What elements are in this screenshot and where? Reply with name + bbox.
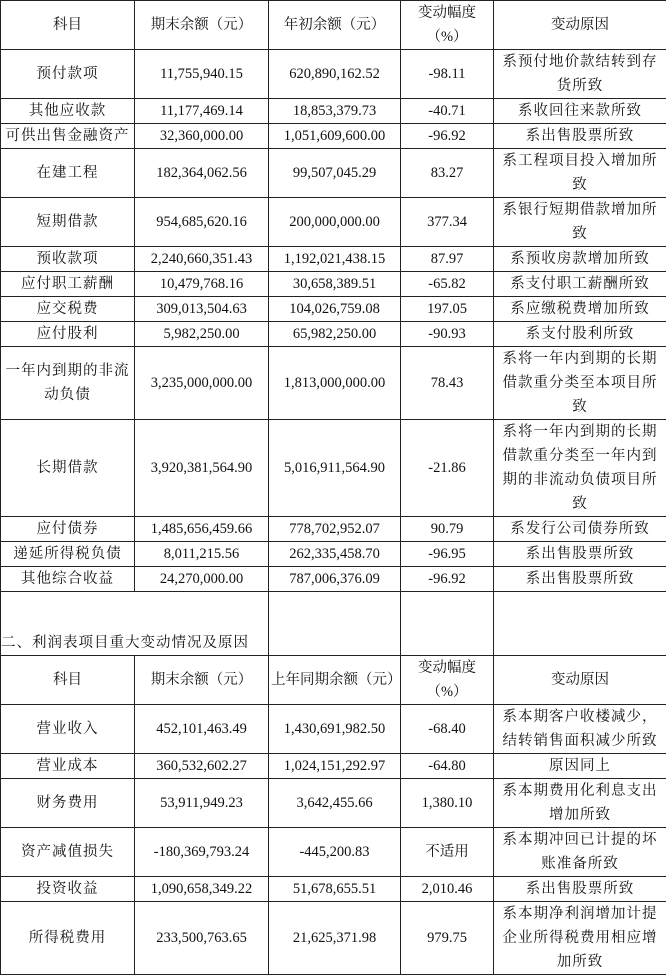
begin-balance: 30,658,389.51: [269, 272, 401, 297]
end-balance: 1,485,656,459.66: [135, 517, 269, 542]
end-balance: 182,364,062.56: [135, 149, 269, 198]
change-reason: 系银行短期借款增加所致: [494, 198, 666, 247]
section-row: [1, 592, 666, 656]
change-reason: 系支付职工薪酬所致: [494, 272, 666, 297]
begin-balance: 1,430,691,982.50: [269, 705, 401, 754]
change-reason: 系发行公司债券所致: [494, 517, 666, 542]
table-row: [1, 50, 666, 99]
item-name: 短期借款: [1, 198, 135, 247]
item-name: 其他应收款: [1, 99, 135, 124]
table-row: [1, 198, 666, 247]
table-row: [1, 420, 666, 517]
begin-balance: 5,016,911,564.90: [269, 420, 401, 517]
end-balance: 1,090,658,349.22: [135, 877, 269, 902]
end-balance: 309,013,504.63: [135, 297, 269, 322]
begin-balance: 1,051,609,600.00: [269, 124, 401, 149]
header-row: [1, 656, 666, 705]
item-name: 长期借款: [1, 420, 135, 517]
end-balance: 233,500,763.65: [135, 902, 269, 975]
item-name: 应交税费: [1, 297, 135, 322]
item-name: 应付债券: [1, 517, 135, 542]
begin-balance: 99,507,045.29: [269, 149, 401, 198]
empty-cell: [494, 592, 666, 656]
item-name: 营业成本: [1, 754, 135, 779]
change-reason: 系将一年内到期的长期借款重分类至本项目所致: [494, 347, 666, 420]
column-header: 变动原因: [494, 656, 666, 705]
table-row: [1, 272, 666, 297]
item-name: 营业收入: [1, 705, 135, 754]
change-reason: 系工程项目投入增加所致: [494, 149, 666, 198]
table-row: [1, 902, 666, 975]
column-header: 上年同期余额（元）: [269, 656, 401, 705]
begin-balance: 104,026,759.08: [269, 297, 401, 322]
column-header: 变动原因: [494, 1, 666, 50]
section-title: 二、利润表项目重大变动情况及原因: [1, 592, 269, 656]
end-balance: 2,240,660,351.43: [135, 247, 269, 272]
item-name: 递延所得税负债: [1, 542, 135, 567]
table-row: [1, 297, 666, 322]
change-reason: 系预收房款增加所致: [494, 247, 666, 272]
table-row: [1, 149, 666, 198]
change-reason: 系出售股票所致: [494, 877, 666, 902]
begin-balance: -445,200.83: [269, 828, 401, 877]
table-row: [1, 705, 666, 754]
end-balance: 10,479,768.16: [135, 272, 269, 297]
change-percent: -21.86: [401, 420, 494, 517]
begin-balance: 262,335,458.70: [269, 542, 401, 567]
change-reason: 原因同上: [494, 754, 666, 779]
table-row: [1, 779, 666, 828]
begin-balance: 200,000,000.00: [269, 198, 401, 247]
end-balance: 11,755,940.15: [135, 50, 269, 99]
table-row: [1, 347, 666, 420]
end-balance: 8,011,215.56: [135, 542, 269, 567]
end-balance: 3,235,000,000.00: [135, 347, 269, 420]
table-row: [1, 322, 666, 347]
begin-balance: 65,982,250.00: [269, 322, 401, 347]
end-balance: 452,101,463.49: [135, 705, 269, 754]
column-header: 期末余额（元）: [135, 656, 269, 705]
item-name: 应付股利: [1, 322, 135, 347]
change-reason: 系应缴税费增加所致: [494, 297, 666, 322]
column-header: 期末余额（元）: [135, 1, 269, 50]
change-percent: 979.75: [401, 902, 494, 975]
begin-balance: 787,006,376.09: [269, 567, 401, 592]
change-reason: 系支付股利所致: [494, 322, 666, 347]
item-name: 资产减值损失: [1, 828, 135, 877]
column-header: 年初余额（元）: [269, 1, 401, 50]
begin-balance: 620,890,162.52: [269, 50, 401, 99]
change-percent: -98.11: [401, 50, 494, 99]
end-balance: 24,270,000.00: [135, 567, 269, 592]
begin-balance: 3,642,455.66: [269, 779, 401, 828]
item-name: 预付款项: [1, 50, 135, 99]
change-percent: 1,380.10: [401, 779, 494, 828]
item-name: 投资收益: [1, 877, 135, 902]
change-reason: 系本期客户收楼减少，结转销售面积减少所致: [494, 705, 666, 754]
change-percent: -96.92: [401, 567, 494, 592]
change-percent: -96.92: [401, 124, 494, 149]
change-percent: -96.95: [401, 542, 494, 567]
change-percent: -68.40: [401, 705, 494, 754]
begin-balance: 21,625,371.98: [269, 902, 401, 975]
item-name: 其他综合收益: [1, 567, 135, 592]
table-row: [1, 247, 666, 272]
column-header: 变动幅度（%）: [401, 1, 494, 50]
change-percent: 78.43: [401, 347, 494, 420]
change-percent: 197.05: [401, 297, 494, 322]
column-header: 变动幅度（%）: [401, 656, 494, 705]
end-balance: -180,369,793.24: [135, 828, 269, 877]
begin-balance: 1,024,151,292.97: [269, 754, 401, 779]
change-reason: 系预付地价款结转到存货所致: [494, 50, 666, 99]
table-row: [1, 542, 666, 567]
change-percent: 83.27: [401, 149, 494, 198]
change-reason: 系本期冲回已计提的坏账准备所致: [494, 828, 666, 877]
table-row: [1, 877, 666, 902]
item-name: 所得税费用: [1, 902, 135, 975]
change-reason: 系本期费用化利息支出增加所致: [494, 779, 666, 828]
change-percent: -90.93: [401, 322, 494, 347]
begin-balance: 51,678,655.51: [269, 877, 401, 902]
empty-cell: [401, 592, 494, 656]
change-percent: 90.79: [401, 517, 494, 542]
end-balance: 3,920,381,564.90: [135, 420, 269, 517]
end-balance: 954,685,620.16: [135, 198, 269, 247]
change-percent: -64.80: [401, 754, 494, 779]
table-row: [1, 567, 666, 592]
change-percent: 2,010.46: [401, 877, 494, 902]
table-row: [1, 124, 666, 149]
table-row: [1, 99, 666, 124]
begin-balance: 1,192,021,438.15: [269, 247, 401, 272]
change-percent: 87.97: [401, 247, 494, 272]
change-reason: 系出售股票所致: [494, 124, 666, 149]
change-percent: 377.34: [401, 198, 494, 247]
item-name: 财务费用: [1, 779, 135, 828]
change-percent: 不适用: [401, 828, 494, 877]
item-name: 可供出售金融资产: [1, 124, 135, 149]
change-reason: 系出售股票所致: [494, 567, 666, 592]
item-name: 应付职工薪酬: [1, 272, 135, 297]
column-header: 科目: [1, 656, 135, 705]
change-reason: 系本期净利润增加计提企业所得税费用相应增加所致: [494, 902, 666, 975]
column-header: 科目: [1, 1, 135, 50]
table-row: [1, 754, 666, 779]
change-percent: -40.71: [401, 99, 494, 124]
table-row: [1, 517, 666, 542]
change-reason: 系出售股票所致: [494, 542, 666, 567]
end-balance: 11,177,469.14: [135, 99, 269, 124]
item-name: 预收款项: [1, 247, 135, 272]
change-reason: 系将一年内到期的长期借款重分类至一年内到期的非流动负债项目所致: [494, 420, 666, 517]
change-reason: 系收回往来款所致: [494, 99, 666, 124]
end-balance: 360,532,602.27: [135, 754, 269, 779]
empty-cell: [269, 592, 401, 656]
begin-balance: 1,813,000,000.00: [269, 347, 401, 420]
table-row: [1, 828, 666, 877]
change-percent: -65.82: [401, 272, 494, 297]
header-row: [1, 1, 666, 50]
end-balance: 53,911,949.23: [135, 779, 269, 828]
begin-balance: 778,702,952.07: [269, 517, 401, 542]
item-name: 一年内到期的非流动负债: [1, 347, 135, 420]
end-balance: 32,360,000.00: [135, 124, 269, 149]
item-name: 在建工程: [1, 149, 135, 198]
end-balance: 5,982,250.00: [135, 322, 269, 347]
begin-balance: 18,853,379.73: [269, 99, 401, 124]
